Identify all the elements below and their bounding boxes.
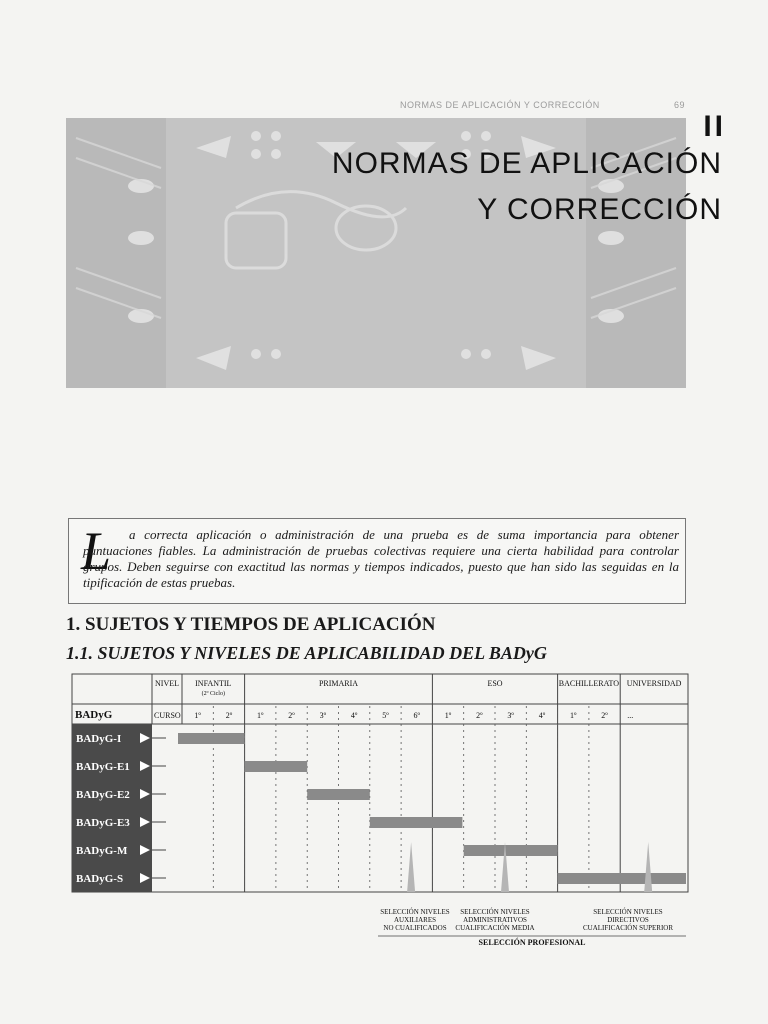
course-label: ... xyxy=(627,711,634,720)
level-label: PRIMARIA xyxy=(318,679,359,688)
course-label: 3º xyxy=(507,711,514,720)
range-bar xyxy=(307,789,370,800)
course-label: 1º xyxy=(570,711,577,720)
footer-group-label: SELECCIÓN NIVELES xyxy=(460,908,530,916)
nivel-label: NIVEL xyxy=(155,679,179,688)
level-label: UNIVERSIDAD xyxy=(626,679,682,688)
course-label: 5º xyxy=(382,711,389,720)
range-bar xyxy=(370,817,463,828)
chapter-title-line2: Y CORRECCIÓN xyxy=(477,193,722,226)
footer-group-label: DIRECTIVOS xyxy=(607,916,649,924)
course-label: 2º xyxy=(476,711,483,720)
page-number: 69 xyxy=(673,100,685,110)
range-bar xyxy=(178,733,245,744)
course-label: 4º xyxy=(350,711,358,720)
course-label: 4º xyxy=(538,711,546,720)
footer-group-label: NO CUALIFICADOS xyxy=(383,924,447,932)
course-label: 1º xyxy=(444,711,452,720)
intro-text: a correcta aplicación o administración de una prueba es de suma importancia para obtener puntuaciones fiables. La administración de pruebas colectivas requiere una cierta habilidad para controlar grupos. Deben seguirse con exactitud las normas y tiempos indicados, puesto que han sido las seguidas en la tipificación de estas pruebas. xyxy=(83,527,679,590)
range-bar xyxy=(464,845,558,856)
course-label: 1º xyxy=(257,711,264,720)
curso-label: CURSO xyxy=(154,711,181,720)
course-label: 2º xyxy=(225,711,233,720)
running-title: NORMAS DE APLICACIÓN Y CORRECCIÓN xyxy=(400,100,600,110)
footer-group-label: CUALIFICACIÓN SUPERIOR xyxy=(582,924,674,932)
test-label: BADyG-E2 xyxy=(76,789,130,801)
chapter-title-line1: NORMAS DE APLICACIÓN xyxy=(331,147,722,180)
footer-group-label: AUXILIARES xyxy=(394,916,436,924)
footer-group-label: SELECCIÓN NIVELES xyxy=(593,908,663,916)
footer-group-label: ADMINISTRATIVOS xyxy=(463,916,527,924)
test-label: BADyG-E3 xyxy=(76,817,130,829)
table-frame xyxy=(72,674,688,892)
course-label: 2º xyxy=(601,711,608,720)
level-label: INFANTIL xyxy=(195,679,232,688)
footer-group-label: CUALIFICACIÓN MEDIA xyxy=(455,924,535,932)
section-heading: 1. SUJETOS Y TIEMPOS DE APLICACIÓN xyxy=(66,614,436,635)
course-label: 2º xyxy=(288,711,295,720)
section-subheading: 1.1. SUJETOS Y NIVELES DE APLICABILIDAD DEL BADyG xyxy=(66,643,547,663)
course-label: 1º xyxy=(194,711,201,720)
level-label: BACHILLERATO xyxy=(558,679,620,688)
drop-cap: L xyxy=(81,521,112,581)
footer-group-label: SELECCIÓN NIVELES xyxy=(380,908,450,916)
test-label: BADyG-I xyxy=(76,733,122,745)
chapter-number: II xyxy=(703,110,726,143)
level-label: ESO xyxy=(487,679,503,688)
range-bar xyxy=(558,873,686,884)
course-label: 6º xyxy=(413,711,420,720)
level-sublabel: (2º Ciclo) xyxy=(201,691,225,697)
row-header-label: BADyG xyxy=(75,709,113,721)
test-label: BADyG-E1 xyxy=(76,761,130,773)
test-label: BADyG-S xyxy=(76,873,124,885)
course-label: 3º xyxy=(319,711,327,720)
test-label: BADyG-M xyxy=(76,845,128,857)
footer-bottom-label: SELECCIÓN PROFESIONAL xyxy=(478,938,586,947)
range-bar xyxy=(245,761,308,772)
